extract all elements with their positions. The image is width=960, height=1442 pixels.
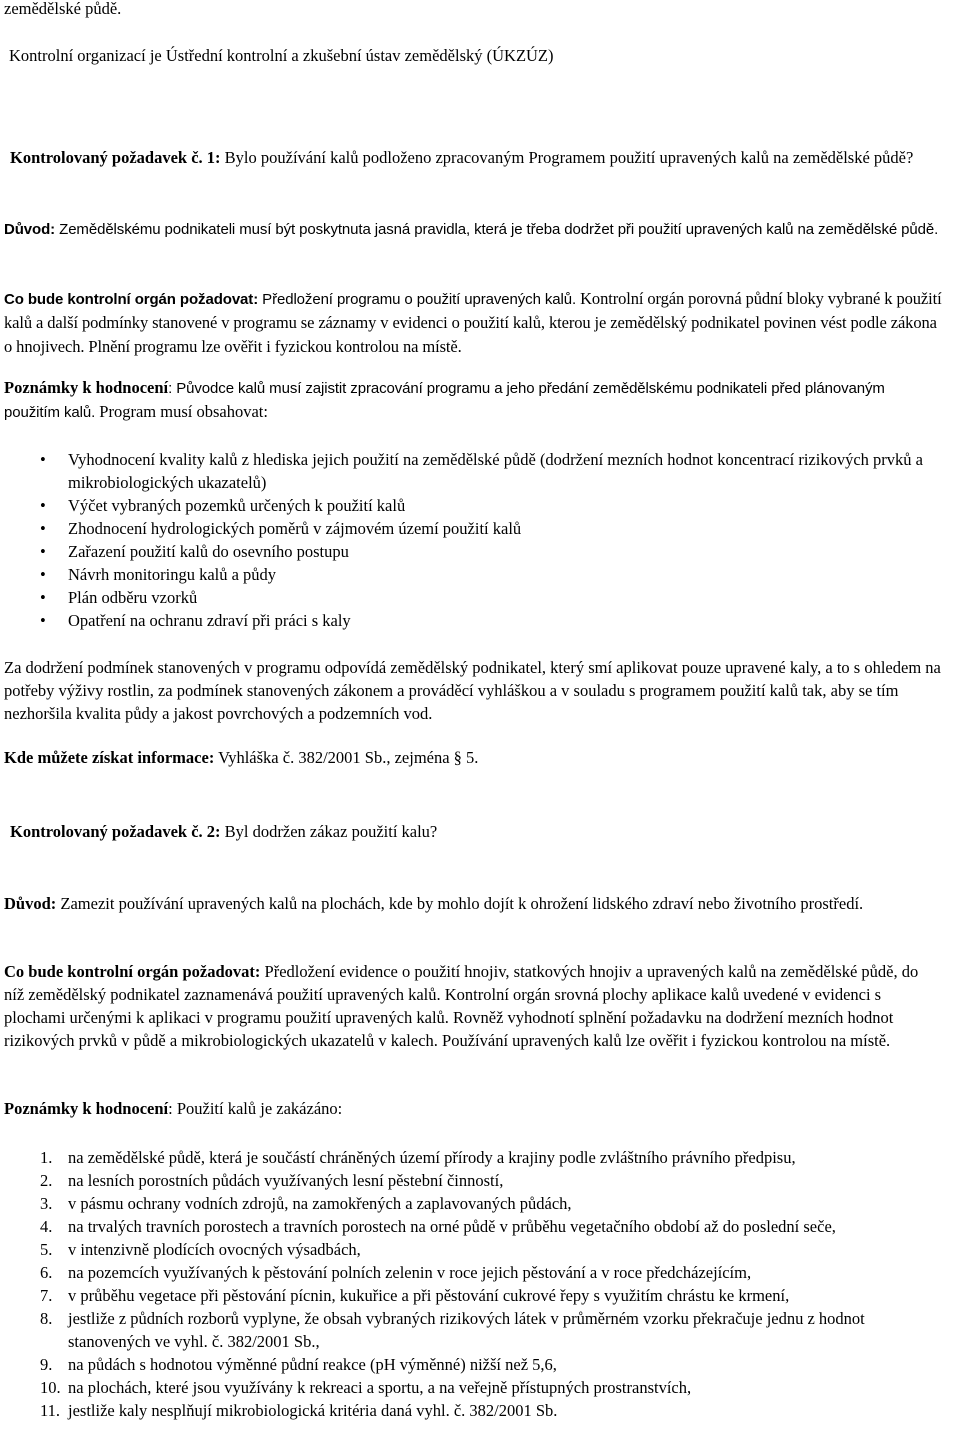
requirement-2-reason [4, 892, 942, 915]
requirement-2-notes [4, 1097, 942, 1120]
responsibility-paragraph: Za dodržení podmínek stanovených v programu odpovídá zemědělský podnikatel, který smí aplikovat pouze upravené kaly, a to s ohledem na potřeby výživy rostlin, za podmínek stanovených zákonem a prováděcí vyhláškou a v souladu s programem použití kalů tak, aby se tím nezhoršila kvalita půdy a jakost povrchových a podzemních vod. [4, 658, 941, 723]
list-item: 2. na lesních porostních půdách využívaných lesní pěstební činností, [40, 1171, 504, 1190]
requirement-2-question: Byl dodržen zákaz použití kalu? [220, 822, 438, 841]
requirement-1-label: Kontrolovaný požadavek č. 1: [10, 148, 221, 167]
reason-label: Důvod: [4, 221, 56, 238]
prohibited-uses-list [4, 1146, 942, 1422]
requirement-1-heading [4, 146, 942, 169]
bullet-icon: • [40, 450, 46, 469]
list-item: 8. jestliže z půdních rozborů vyplyne, že obsah vybraných rizikových látek v průměrném vzorku překračuje jednu z hodnot stanovených ve vyhl. č. 382/2001 Sb., [40, 1309, 865, 1351]
list-item: • Návrh monitoringu kalů a půdy [40, 565, 277, 584]
requirement-1-question: Bylo používání kalů podloženo zpracovaným Programem použití upravených kalů na zemědělské půdě? [220, 148, 914, 167]
list-item: 7. v průběhu vegetace při pěstování pícnin, kukuřice a při pěstování cukrové řepy s využitím chrástu ke krmení, [40, 1286, 790, 1305]
list-item: 9. na půdách s hodnotou výměnné půdní reakce (pH výměnné) nižší než 5,6, [40, 1355, 557, 1374]
list-item: 1. na zemědělské půdě, která je součástí chráněných území přírody a krajiny podle zvláštního právního předpisu, [40, 1148, 796, 1167]
notes-label: Poznámky k hodnocení [4, 378, 169, 397]
list-item: 5. v intenzivně plodících ovocných výsadbách, [40, 1240, 361, 1259]
notes-text-2: Program musí obsahovat: [95, 402, 268, 421]
requirement-2-heading [4, 820, 942, 843]
demand-label: Co bude kontrolní orgán požadovat: [4, 291, 259, 308]
list-item: 4. na trvalých travních porostech a travních porostech na orné půdě v průběhu vegetačního období až do poslední seče, [40, 1217, 836, 1236]
info-text: Vyhláška č. 382/2001 Sb., zejména § 5. [214, 748, 479, 767]
list-item: • Opatření na ochranu zdraví při práci s kaly [40, 611, 351, 630]
demand-text: Předložení programu o použití upravených kalů. [258, 291, 577, 308]
control-organization: Kontrolní organizací je Ústřední kontrolní a zkušební ústav zemědělský (ÚKZÚZ) [9, 46, 554, 65]
program-items-list [4, 448, 942, 632]
demand-text: Předložení evidence o použití hnojiv, statkových hnojiv a upravených kalů na zemědělské půdě, do níž zemědělský podnikatel zaznamenává použití upravených kalů. [4, 962, 919, 1004]
reason-text: Zamezit používání upravených kalů na plochách, kde by mohlo dojít k ohrožení lidského zdraví nebo životního prostředí. [56, 894, 864, 913]
requirement-1-demand [4, 287, 942, 359]
list-item: • Výčet vybraných pozemků určených k použití kalů [40, 496, 406, 515]
reason-label: Důvod: [4, 894, 57, 913]
notes-text: : Původce kalů musí zajistit zpracování programu a jeho předání zemědělskému podnikateli před plánovaným použitím kalů. [4, 380, 885, 421]
requirement-2-demand [4, 960, 942, 1052]
list-item: 11. jestliže kaly nesplňují mikrobiologická kritéria daná vyhl. č. 382/2001 Sb. [40, 1401, 558, 1420]
requirement-1-notes [4, 376, 942, 424]
notes-label: Poznámky k hodnocení [4, 1099, 169, 1118]
notes-text: : Použití kalů je zakázáno: [168, 1099, 343, 1118]
bullet-icon: • [40, 519, 46, 538]
requirement-2-label: Kontrolovaný požadavek č. 2: [10, 822, 221, 841]
continuation-text: zemědělské půdě. [4, 0, 122, 18]
list-item: • Zhodnocení hydrologických poměrů v zájmovém území použití kalů [40, 519, 522, 538]
demand-label: Co bude kontrolní orgán požadovat: [4, 962, 261, 981]
list-item: • Plán odběru vzorků [40, 588, 198, 607]
bullet-icon: • [40, 588, 46, 607]
info-label: Kde můžete získat informace: [4, 748, 215, 767]
demand-detail-text: Kontrolní orgán porovná půdní bloky vybrané k použití kalů a další podmínky stanovené v programu se záznamy v evidenci o použití kalů, kterou je zemědělský podnikatel povinen vést podle zákona o hnojivech. Plnění programu lze ověřit i fyzickou kontrolou na místě. [4, 289, 942, 356]
list-item: • Vyhodnocení kvality kalů z hlediska jejich použití na zemědělské půdě (dodržení mezních hodnot koncentrací rizikových prvků a mikrobiologických ukazatelů) [40, 450, 923, 492]
list-item: 6. na pozemcích využívaných k pěstování polních zelenin v roce jejich pěstování a v roce předcházejícím, [40, 1263, 752, 1282]
list-item: 10. na plochách, které jsou využívány k rekreaci a sportu, a na veřejně přístupných prostranstvích, [40, 1378, 692, 1397]
bullet-icon: • [40, 611, 46, 630]
bullet-icon: • [40, 565, 46, 584]
reason-text: Zemědělskému podnikateli musí být poskytnuta jasná pravidla, která je třeba dodržet při použití upravených kalů na zemědělské půdě. [55, 221, 939, 238]
bullet-icon: • [40, 496, 46, 515]
bullet-icon: • [40, 542, 46, 561]
demand-detail-text: Kontrolní orgán srovná plochy aplikace kalů uvedené v evidenci s plochami určenými k aplikaci v programu použití upravených kalů. Rovněž vyhodnotí splnění požadavku na dodržení mezních hodnot rizikových prvků v půdě a mikrobiologických ukazatelů v kalech. Používání upravených kalů lze ověřit i fyzickou kontrolou na místě. [4, 985, 894, 1050]
requirement-1-info [4, 746, 942, 769]
list-item: • Zařazení použití kalů do osevního postupu [40, 542, 349, 561]
list-item: 3. v pásmu ochrany vodních zdrojů, na zamokřených a zaplavovaných půdách, [40, 1194, 572, 1213]
requirement-1-reason [4, 218, 942, 241]
